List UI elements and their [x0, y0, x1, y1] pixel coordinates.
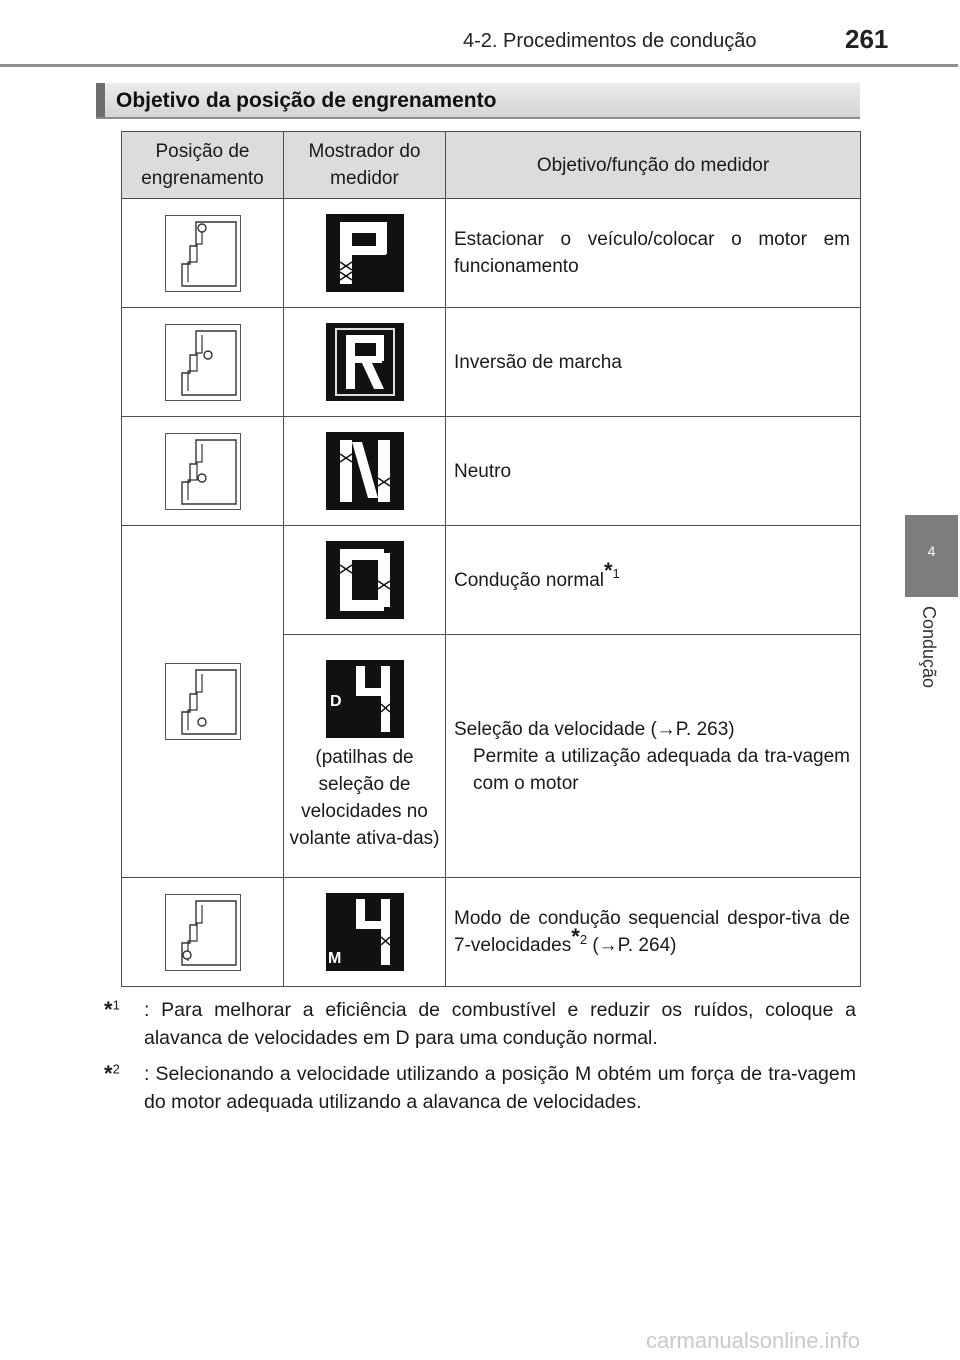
description-cell: [446, 635, 861, 878]
gear-display-d4-icon: [326, 660, 404, 738]
header-section-title: 4-2. Procedimentos de condução: [463, 30, 757, 52]
display-cell: [284, 417, 446, 526]
table-row: [122, 199, 861, 308]
footnotes: [104, 996, 856, 1124]
table-row: [122, 308, 861, 417]
description-detail: Permite a utilização adequada da tra-vagem com o motor: [473, 745, 850, 794]
column-header-purpose: Objetivo/função do medidor: [446, 132, 861, 199]
display-cell: [284, 199, 446, 308]
gear-display-m4-icon: [326, 893, 404, 971]
page-number: 261: [845, 24, 889, 54]
chapter-number: 4: [927, 543, 936, 559]
header-divider: [0, 64, 958, 67]
footnote-asterisk: *: [571, 923, 580, 949]
description-cell: [446, 308, 861, 417]
svg-text:D: D: [329, 693, 342, 710]
gate-cell: [122, 878, 284, 987]
gate-cell: [122, 199, 284, 308]
table-row: [122, 417, 861, 526]
section-heading-bar: [96, 83, 860, 119]
description-cell: [446, 417, 861, 526]
footnote-asterisk: *: [603, 558, 613, 584]
gate-cell: [122, 417, 284, 526]
gate-cell: [122, 308, 284, 417]
section-heading-accent: [96, 83, 105, 117]
section-title: Objetivo da posição de engrenamento: [116, 89, 497, 112]
description-text: Estacionar o veículo/colocar o motor em funcionamento: [454, 229, 850, 277]
description-text: Inversão de marcha: [454, 351, 622, 373]
gear-display-d-icon: [326, 541, 404, 619]
table-row: [122, 878, 861, 987]
footnote-text: : Selecionando a velocidade utilizando a posição M obtém um força de tra-vagem do motor adequada utilizando a alavanca de velocidades.: [144, 1063, 856, 1113]
description-text: Neutro: [454, 460, 512, 482]
footnote: [104, 1060, 856, 1116]
footnote-ref: 1: [612, 566, 620, 582]
watermark: carmanualsonline.info: [646, 1328, 861, 1353]
description-text: Modo de condução sequencial despor-tiva de 7-velocidades: [454, 908, 850, 956]
gear-display-p-icon: [326, 214, 404, 292]
chapter-tab: [905, 515, 958, 597]
footnote-ref: 2: [579, 931, 588, 947]
display-cell: [284, 635, 446, 878]
display-cell: [284, 526, 446, 635]
column-header-meter-display: Mostrador do medidor: [284, 132, 446, 199]
table-row: [122, 526, 861, 635]
display-cell: [284, 878, 446, 987]
description-cell: [446, 878, 861, 987]
shift-gate-r-icon: [165, 324, 241, 401]
display-cell: [284, 308, 446, 417]
shift-gate-d-icon: [165, 663, 241, 740]
footnote-text: : Para melhorar a eficiência de combustível e reduzir os ruídos, coloque a alavanca de velocidades em D para uma condução normal.: [144, 999, 856, 1049]
footnote-marker: *$^1$: [104, 997, 120, 1022]
gate-cell: [122, 526, 284, 878]
description-cell: [446, 199, 861, 308]
footnote: [104, 996, 856, 1052]
page-reference: (→P. 264): [592, 935, 677, 956]
description-text: Condução normal: [454, 569, 604, 591]
shift-gate-m-icon: [165, 894, 241, 971]
chapter-title: Condução: [919, 606, 939, 689]
table-header-row: [122, 132, 861, 199]
gear-display-r-icon: [326, 323, 404, 401]
display-caption: (patilhas de seleção de velocidades no volante ativa-das): [289, 747, 440, 849]
shift-gate-n-icon: [165, 433, 241, 510]
gear-position-table: [121, 131, 861, 987]
gear-display-n-icon: [326, 432, 404, 510]
description-cell: [446, 526, 861, 635]
svg-text:M: M: [327, 950, 341, 967]
footnote-marker: *$^2$: [104, 1061, 120, 1086]
column-header-gear-position: Posição de engrenamento: [122, 132, 284, 199]
shift-gate-p-icon: [165, 215, 241, 292]
description-text: Seleção da velocidade (→P. 263): [454, 718, 735, 740]
